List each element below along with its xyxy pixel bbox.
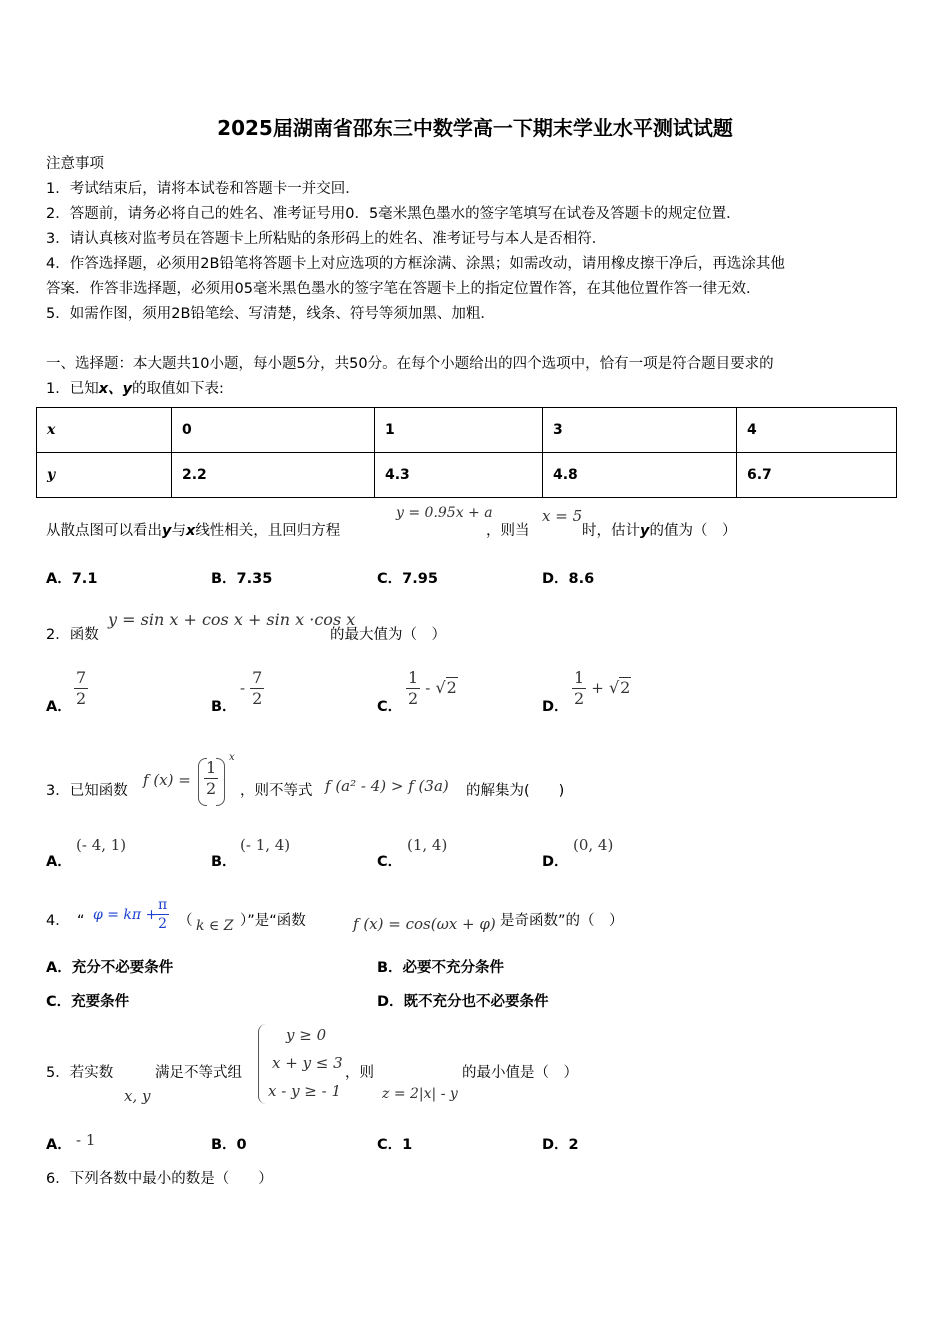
numerator: 1 (206, 758, 217, 777)
notice-item: 答案．作答非选择题，必须用05毫米黑色墨水的签字笔在答题卡上的指定位置作答，在其他位置作答一律无效． (46, 281, 761, 297)
q1-stem-vars: x、y (98, 381, 133, 397)
table-cell: 4.8 (543, 453, 737, 498)
q1-regression-eq: y = 0.95x + a (396, 505, 493, 521)
text: 的值为（ ） (649, 523, 737, 539)
notice-heading: 注意事项 (46, 156, 104, 172)
option-c-value[interactable]: (1, 4) (407, 836, 448, 854)
table-cell: 0 (172, 408, 375, 453)
option-c-value[interactable] (406, 668, 458, 709)
notice-item: 3．请认真核对监考员在答题卡上所粘贴的条形码上的姓名、准考证号与本人是否相符． (46, 231, 607, 247)
q5-z: z = 2|x| - y (382, 1086, 458, 1102)
option-a-value[interactable]: (- 4, 1) (76, 836, 127, 854)
section-heading: 一、选择题：本大题共10小题，每小题5分，共50分。在每个小题给出的四个选项中，恰有一项是符合题目要求的 (46, 356, 774, 372)
q3-fx: f (x) = (143, 771, 191, 789)
option-a-label[interactable]: A． (46, 1137, 72, 1153)
numerator: π (158, 897, 168, 913)
q4-pi-half (156, 896, 169, 933)
q1-condition-line (46, 519, 340, 540)
fraction (156, 896, 169, 933)
radicand: 2 (446, 678, 457, 697)
q1-stem-prefix: 1．已知 (46, 381, 99, 397)
option-text: C．充要条件 (46, 994, 130, 1010)
var-x: x (185, 523, 196, 539)
table-row (37, 453, 897, 498)
option-b-label[interactable]: B． (211, 699, 237, 715)
radicand: 2 (620, 678, 631, 697)
q5-suffix: 的最小值是（ ） (462, 1065, 578, 1081)
table-cell: y (37, 453, 172, 498)
notice-item: 4．作答选择题，必须用2B铅笔将答题卡上对应选项的方框涂满、涂黑；如需改动，请用橡皮擦干净后，再选涂其他 (46, 256, 785, 272)
option-a-label[interactable]: A． (46, 854, 72, 870)
minus-sign: - (240, 679, 246, 697)
denominator: 2 (206, 779, 217, 798)
numerator: 1 (408, 668, 419, 687)
table-cell: 4.3 (375, 453, 543, 498)
option-d-value[interactable]: (0, 4) (573, 836, 614, 854)
fraction (572, 668, 586, 709)
q2-expression: y = sin x + cos x + sin x ·cos x (108, 610, 356, 629)
notice-item: 1．考试结束后，请将本试卷和答题卡一并交回． (46, 181, 360, 197)
minus-sign: - (425, 679, 431, 697)
var-y: y (640, 523, 650, 539)
q3-suffix: 的解集为( ) (466, 783, 565, 799)
q3-mid: ，则不等式 (240, 783, 313, 799)
q1-stem (46, 377, 224, 398)
table-cell: 3 (543, 408, 737, 453)
var-y: y (162, 523, 172, 539)
table-cell: x (37, 408, 172, 453)
right-paren (216, 758, 225, 806)
q5-system-line: y ≥ 0 (286, 1026, 327, 1044)
q1-table (36, 407, 897, 498)
option-a-value[interactable] (74, 668, 88, 709)
table-cell: 4 (737, 408, 897, 453)
q3-inequality: f (a² - 4) > f (3a) (325, 777, 449, 795)
option-text: D．既不充分也不必要条件 (377, 994, 549, 1010)
q5-then: ，则 (345, 1065, 374, 1081)
numerator: 7 (76, 668, 87, 687)
option-a-label[interactable]: A． (46, 699, 72, 715)
option-b-value[interactable] (240, 668, 264, 709)
q5-system-line: x - y ≥ - 1 (268, 1082, 342, 1100)
option-b-value[interactable]: (- 1, 4) (240, 836, 291, 854)
q1-stem-suffix: 的取值如下表: (132, 381, 224, 397)
q2-suffix: 的最大值为（ ） (330, 627, 446, 643)
notice-item: 2．答题前，请务必将自己的姓名、准考证号用0．5毫米黑色墨水的签字笔填写在试卷及答题卡的规定位置． (46, 206, 741, 222)
option-a-value[interactable]: - 1 (76, 1131, 96, 1149)
option-a[interactable] (46, 956, 173, 977)
q4-phi: φ = kπ + (93, 907, 158, 923)
q4-fx: f (x) = cos(ωx + φ) (353, 915, 496, 933)
fraction (250, 668, 264, 709)
option-d[interactable]: D．2 (542, 1137, 579, 1153)
page-title: 2025届湖南省邵东三中数学高一下期末学业水平测试试题 (217, 116, 733, 140)
q1-x-value: x = 5 (542, 507, 583, 525)
option-b-label[interactable]: B． (211, 854, 237, 870)
sqrt: √2 (608, 678, 631, 697)
option-c[interactable] (46, 990, 129, 1011)
fraction (74, 668, 88, 709)
q5-prefix: 5．若实数 (46, 1065, 114, 1081)
sqrt: √2 (435, 678, 457, 697)
option-c-label[interactable]: C． (377, 699, 403, 715)
option-d-label[interactable]: D． (542, 699, 569, 715)
q4-rparen: ）”是“函数 (240, 913, 306, 929)
fraction (406, 668, 420, 709)
option-b[interactable]: B．7.35 (211, 571, 273, 587)
q4-k: k ∈ Z (196, 918, 234, 934)
q1-then: ，则当 (486, 523, 530, 539)
q5-mid: 满足不等式组 (155, 1065, 242, 1081)
option-a[interactable]: A．7.1 (46, 571, 98, 587)
table-cell: 1 (375, 408, 543, 453)
text: 线性相关，且回归方程 (195, 523, 341, 539)
denominator: 2 (76, 689, 87, 708)
q4-lparen: （ (178, 913, 193, 929)
q5-vars: x, y (124, 1087, 151, 1105)
q1-ask (582, 519, 736, 540)
option-d[interactable] (377, 990, 549, 1011)
table-cell: 2.2 (172, 453, 375, 498)
table-cell: 6.7 (737, 453, 897, 498)
table-row (37, 408, 897, 453)
q3-prefix: 3．已知函数 (46, 783, 128, 799)
option-c-label[interactable]: C． (377, 854, 403, 870)
q6-stem: 6．下列各数中最小的数是（ ） (46, 1171, 273, 1187)
denominator: 2 (158, 916, 168, 932)
option-b[interactable]: B．0 (211, 1137, 247, 1153)
denominator: 2 (252, 689, 263, 708)
option-d-value[interactable] (572, 668, 631, 709)
text: 从散点图可以看出 (46, 523, 162, 539)
q5-system-line: x + y ≤ 3 (272, 1054, 343, 1072)
denominator: 2 (574, 689, 585, 708)
numerator: 7 (252, 668, 263, 687)
q4-suffix: 是奇函数”的（ ） (500, 913, 624, 929)
option-text: A．充分不必要条件 (46, 960, 174, 976)
text: 与 (171, 523, 186, 539)
numerator: 1 (574, 668, 585, 687)
notice-item: 5．如需作图，须用2B铅笔绘、写清楚，线条、符号等须加黑、加粗． (46, 306, 495, 322)
system-brace (258, 1024, 267, 1104)
plus-sign: + (591, 679, 604, 697)
denominator: 2 (408, 689, 419, 708)
text: 时，估计 (582, 523, 640, 539)
q2-prefix: 2．函数 (46, 627, 99, 643)
q3-exponent: x (229, 752, 235, 763)
option-c[interactable]: C．1 (377, 1137, 413, 1153)
option-c[interactable]: C．7.95 (377, 571, 438, 587)
option-d[interactable]: D．8.6 (542, 571, 595, 587)
q4-prefix: 4． “ (46, 913, 85, 929)
option-d-label[interactable]: D． (542, 854, 569, 870)
option-b[interactable] (377, 956, 504, 977)
option-text: B．必要不充分条件 (377, 960, 505, 976)
